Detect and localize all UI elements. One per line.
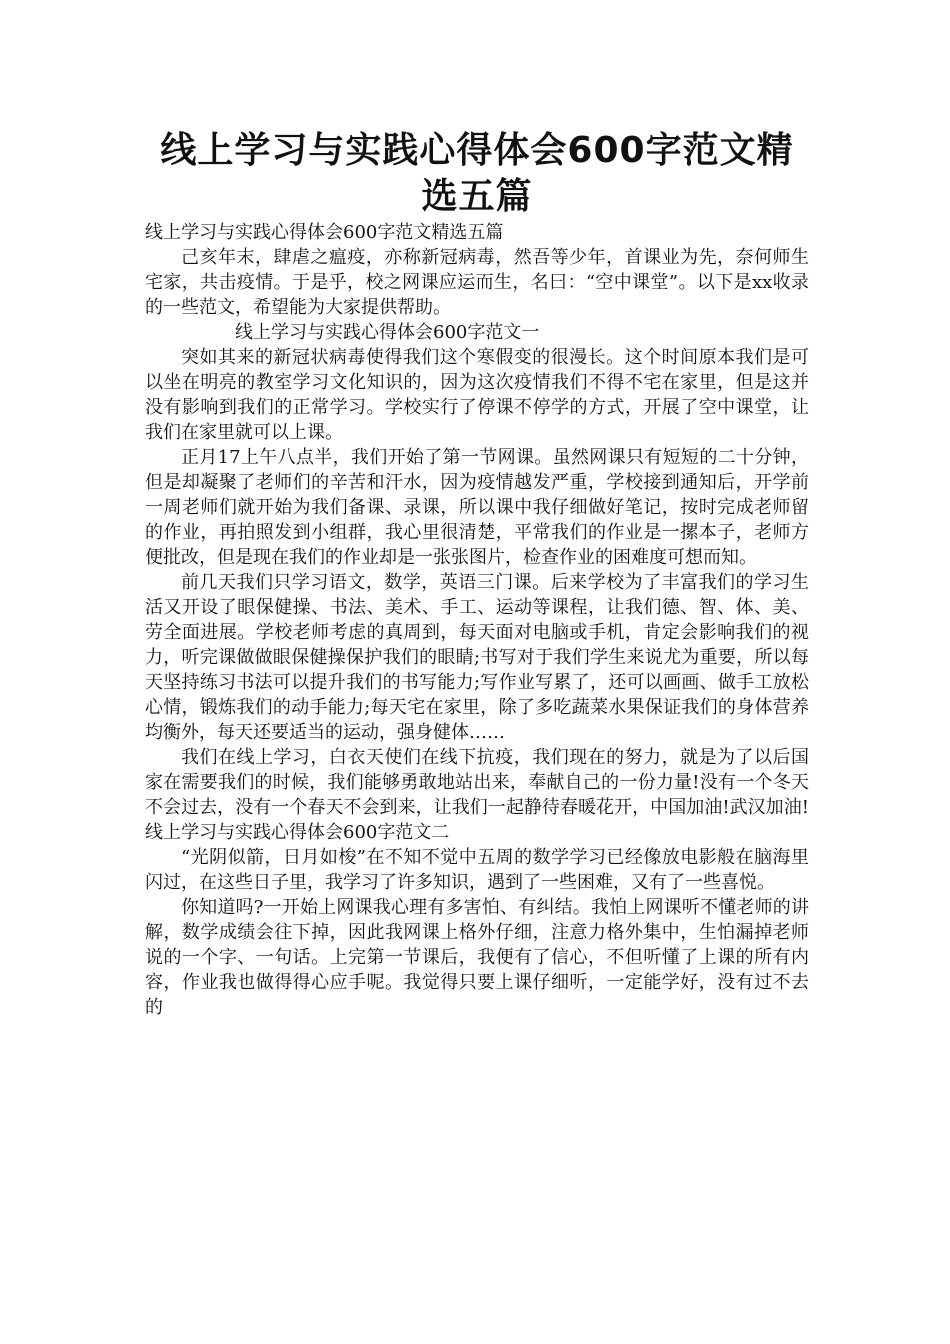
document-page: [145, 128, 845, 1020]
section-heading: 线上学习与实践心得体会600字范文一: [235, 322, 540, 343]
body-paragraph: “光阴似箭，日月如梭”在不知不觉中五周的数学学习已经像放电影般在脑海里闪过，在这些日子里，我学习了许多知识，遇到了一些困难，又有了一些喜悦。: [145, 847, 809, 893]
body-paragraph: 前几天我们只学习语文，数学，英语三门课。后来学校为了丰富我们的学习生活又开设了眼保健操、书法、美术、手工、运动等课程，让我们德、智、体、美、劳全面进展。学校老师考虑的真周到，每天面对电脑或手机，肯定会影响我们的视力，听完课做做眼保健操保护我们的眼睛;书写对于我们学生来说尤为重要，所以每天坚持练习书法可以提升我们的书写能力;写作业写累了，还可以画画、做手工放松心情，锻炼我们的动手能力;每天宅在家里，除了多吃蔬菜水果保证我们的身体营养均衡外，每天还要适当的运动，强身健体……: [145, 572, 809, 743]
body-paragraph: 突如其来的新冠状病毒使得我们这个寒假变的很漫长。这个时间原本我们是可以坐在明亮的教室学习文化知识的，因为这次疫情我们不得不宅在家里，但是这并没有影响到我们的正常学习。学校实行了停课不停学的方式，开展了空中课堂，让我们在家里就可以上课。: [145, 347, 809, 443]
document-body: [145, 220, 845, 1020]
intro-paragraph: 己亥年末，肆虐之瘟疫，亦称新冠病毒，然吾等少年，首课业为先，奈何师生宅家，共击疫情。于是乎，校之网课应运而生，名曰：“空中课堂”。以下是xx收录的一些范文，希望能为大家提供帮助。: [145, 247, 809, 318]
document-title: 线上学习与实践心得体会600字范文精选五篇: [160, 130, 794, 217]
body-paragraph: 我们在线上学习，白衣天使们在线下抗疫，我们现在的努力，就是为了以后国家在需要我们的时候，我们能够勇敢地站出来，奉献自己的一份力量!没有一个冬天不会过去，没有一个春天不会到来，让我们一起静待春暖花开，中国加油!武汉加油! 线上学习与实践心得体会600字范文二: [145, 747, 845, 843]
document-subtitle: 线上学习与实践心得体会600字范文精选五篇: [145, 222, 504, 243]
body-paragraph: 正月17上午八点半，我们开始了第一节网课。虽然网课只有短短的二十分钟，但是却凝聚了老师们的辛苦和汗水，因为疫情越发严重，学校接到通知后，开学前一周老师们就开始为我们备课、录课，所以课中我仔细做好笔记，按时完成老师留的作业，再拍照发到小组群，我心里很清楚，平常我们的作业是一摞本子，老师方便批改，但是现在我们的作业却是一张张图片，检查作业的困难度可想而知。: [145, 447, 809, 568]
body-paragraph: 你知道吗?一开始上网课我心理有多害怕、有纠结。我怕上网课听不懂老师的讲解，数学成绩会往下掉，因此我网课上格外仔细，注意力格外集中，生怕漏掉老师说的一个字、一句话。上完第一节课后，我便有了信心，不但听懂了上课的所有内容，作业我也做得得心应手呢。我觉得只要上课仔细听，一定能学好，没有过不去的: [145, 897, 809, 1018]
